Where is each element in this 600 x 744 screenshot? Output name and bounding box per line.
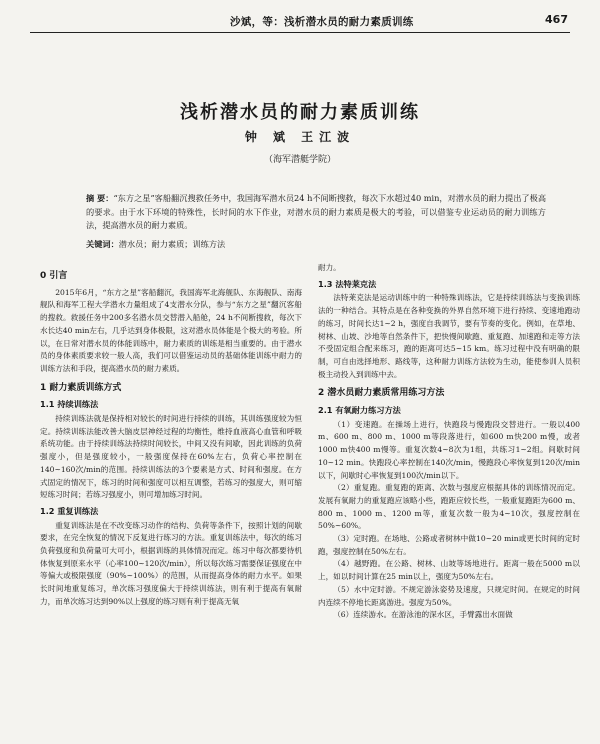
section-heading: 2 潜水员耐力素质常用练习方法 (318, 388, 445, 399)
right-column (318, 262, 580, 622)
section-heading: 1 耐力素质训练方式 (40, 382, 122, 393)
keywords (86, 238, 546, 251)
abstract-label: 摘 要： (86, 193, 114, 203)
paragraph: （5）水中定时游。不规定游泳姿势及速度，只规定时间。在规定的时间内连续不停地长距离游进。强度为50%。 (318, 584, 580, 607)
article-authors: 钟 斌 王江波 (244, 130, 356, 144)
paragraph: （3）定时跑。在场地、公路或者树林中做10~20 min或更长时间的定时跑，强度控制在50%左右。 (318, 534, 580, 556)
paragraph: 耐力。 (318, 263, 341, 272)
running-head (30, 12, 570, 33)
section-heading: 0 引言 (40, 271, 68, 281)
article-affiliation: （海军潜艇学院） (263, 155, 336, 165)
left-column (40, 264, 302, 609)
paragraph: 法特莱克法是运动训练中的一种特殊训练法，它是持续训练法与变换训练法的一种结合。其特点是在各种变换的外界自然环境下进行持续、变速地跑动的练习，时间长达1~2 h，强度自我调节，要有节奏的变化。例如，在草地、树林、山坡、沙地等自然条件下，把快慢间歇跑、重复跑、加速跑和走等方法不受固定组合配来练习，跑的距离可达5~15 km。练习过程中没有明确的限制，可自由选择地形、路线等，这种耐力训练方法较为生动，能使参训人员积极主动投入到训练中去。 (318, 293, 580, 379)
keywords-text: 潜水员；耐力素质；训练方法 (118, 239, 226, 249)
paragraph: （6）连续游水。在游泳池的深水区，手臂露出水面做 (333, 610, 513, 620)
abstract-text: “东方之星”客船翻沉搜救任务中，我国海军潜水员24 h不间断搜救，每次下水超过40 min，对潜水员的耐力提出了极高的要求。由于水下环境的特殊性，长时间的水下作业，对潜水员的耐力素质是极大的考验，可以借鉴专业运动员的耐力训练方法，提高潜水员的耐力素质。 (86, 193, 547, 230)
paragraph: （1）变速跑。在操场上进行，快跑段与慢跑段交替进行。一般以400 m、600 m、800 m、1000 m等段落进行，如600 m快200 m慢，或者1000 m快400 m慢等。重复次数4~8次为1组，共练习1~2组。间歇时间10~12 min。快跑段心率控制在140次/min，慢跑段心率恢复到120次/min以下，间歇时心率恢复到100次/min以下。 (318, 419, 580, 480)
page-number: 467 (545, 13, 568, 26)
paragraph: 重复训练法是在不改变练习动作的结构、负荷等条件下，按照计划的间歇要求，在完全恢复的情况下反复进行练习的方法。重复训练法中，每次的练习负荷强度和负荷量可大可小，根据训练的具体情况而定。练习中每次都要待机体恢复到原来水平（心率100~120次/min），所以每次练习需要保证强度在中等偏大或极限强度（90%~100%）的范围，从而提高身体的耐力水平。如果长时间地重复练习，单次练习强度偏大于持续训练法，则有利于提高有氧耐力，而单次练习达到90%以上强度的练习则有利于提高无氧 (40, 520, 302, 606)
subsection-heading: 1.3 法特莱克法 (318, 278, 377, 289)
paragraph: （2）重复跑。重复跑的距离、次数与强度应根据具体的训练情况而定。发展有氧耐力的重复跑应该略小些，跑距应较长些，一般重复跑距为600 m、800 m、1000 m、1200 m等，重复次数一般为4~10次，强度控制在50%~60%。 (318, 483, 580, 531)
subsection-heading: 1.1 持续训练法 (40, 399, 99, 410)
paragraph: 2015年6月，“东方之星”客船翻沉，我国海军北海舰队、东海舰队、南海舰队和海军工程大学潜水力量组成了4支潜水分队，参与“东方之星”翻沉客船的搜救。救援任务中200多名潜水员交替潜入船舱，24 h不间断搜救，每次下水长达40 min左右，几乎达到身体极限，这对潜水员体能是个极大的考验。所以，在日常对潜水员的体能训练中，耐力素质的训练是相当重要的。由于潜水员的身体素质要求较一般人高，我们可以借鉴运动员的基础体能训练中耐力的训练方法和手段，提高潜水员的耐力素质。 (40, 287, 302, 373)
keywords-label: 关键词： (86, 239, 119, 249)
paragraph: 持续训练法就是保持相对较长的时间进行持续的训练，其训练强度较为恒定。持续训练法能改善大脑皮层神经过程的均衡性，维持血液高心血管和呼吸系统功能。由于持续训练法持续时间较长，中间又没有间歇，因此训练的负荷强度小，但是强度较小，一般强度保持在60%左右，负荷心率控制在140~160次/min的范围。持续训练法的3个要素是方式、时间和强度。在方式固定的情况下，练习的时间和强度可以相互调整，若练习的强度大，则可缩短练习时间；若练习强度小，则可增加练习时间。 (40, 414, 302, 500)
article-title: 浅析潜水员的耐力素质训练 (180, 102, 420, 123)
paragraph: （4）越野跑。在公路、树林、山坡等场地进行。距离一般在5000 m以上，如以时间计算在25 min以上，强度为50%左右。 (318, 559, 580, 582)
subsection-heading: 2.1 有氧耐力练习方法 (318, 405, 401, 416)
abstract (86, 192, 546, 233)
running-head-title: 沙斌，等：浅析潜水员的耐力素质训练 (230, 16, 414, 28)
subsection-heading: 1.2 重复训练法 (40, 505, 99, 516)
